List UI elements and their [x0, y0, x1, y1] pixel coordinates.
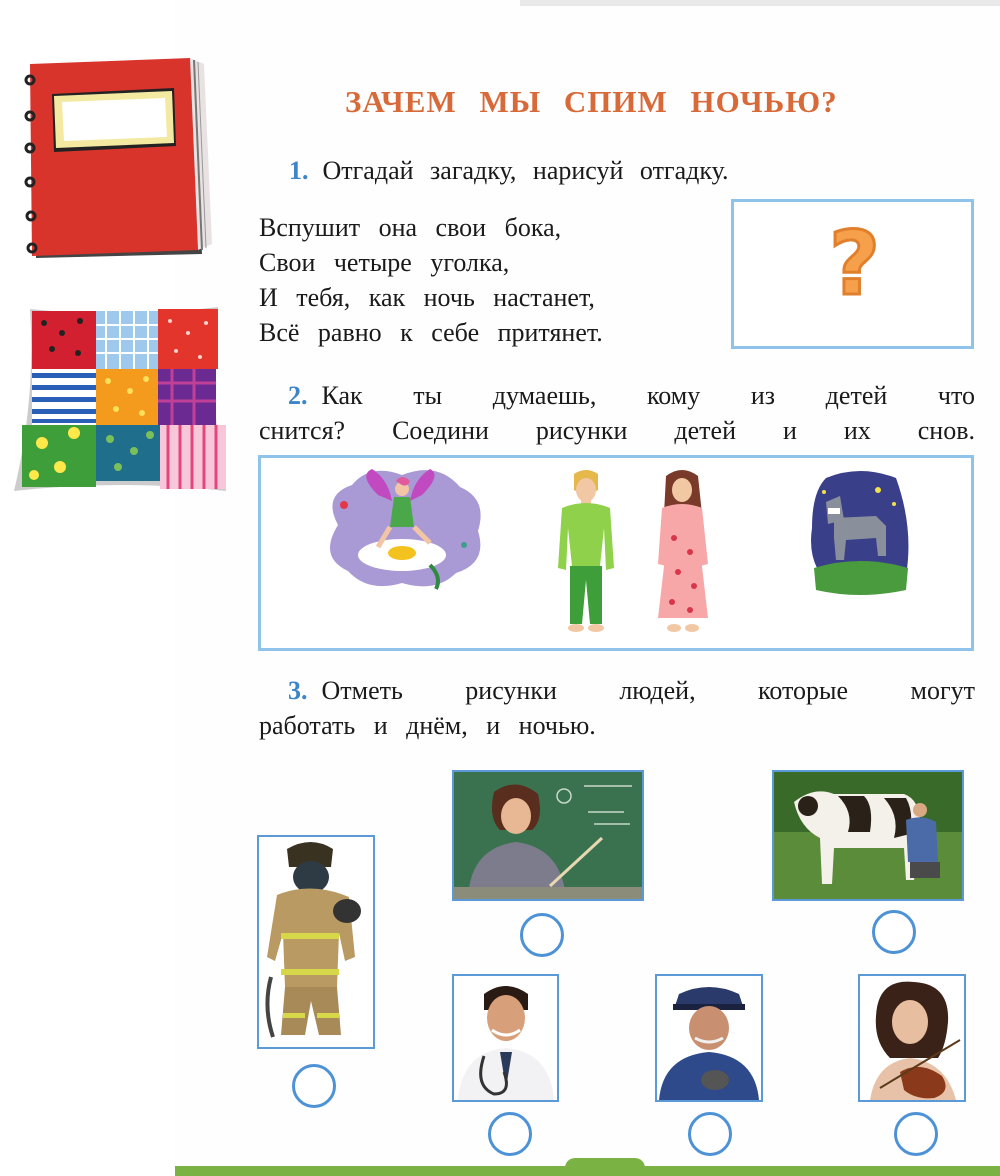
railway-worker-photo [655, 974, 763, 1102]
notebook-icon [22, 58, 222, 264]
top-edge-line [520, 0, 1000, 6]
task-3-number: 3. [288, 676, 308, 705]
teacher-photo [452, 770, 644, 901]
fairy-dream-image[interactable] [318, 465, 488, 593]
riddle-line: И тебя, как ночь настанет, [259, 283, 595, 312]
task-2-line-1: Как ты думаешь, кому из детей что [321, 381, 975, 410]
checkbox-circle-railway-worker[interactable] [688, 1112, 732, 1156]
checkbox-circle-teacher[interactable] [520, 913, 564, 957]
task-2-line-2: снится? Соедини рисунки детей и их снов. [259, 416, 975, 445]
riddle-line: Всё равно к себе притянет. [259, 318, 603, 347]
riddle-text [259, 210, 603, 350]
boy-in-pajamas-image[interactable] [552, 468, 620, 636]
doctor-photo [452, 974, 559, 1102]
riddle-answer-drawing-box[interactable] [731, 199, 974, 349]
task-3-line-2: работать и днём, и ночью. [259, 711, 596, 740]
firefighter-photo [257, 835, 375, 1049]
task-1-number: 1. [289, 156, 309, 185]
riddle-line: Свои четыре уголка, [259, 248, 510, 277]
girl-in-nightgown-image[interactable] [650, 468, 716, 636]
violinist-photo [858, 974, 966, 1102]
task-1-text: Отгадай загадку, нарисуй отгадку. [322, 156, 729, 185]
question-mark-icon: ? [829, 212, 881, 315]
riddle-line: Вспушит она свои бока, [259, 213, 562, 242]
footer-page-tab [565, 1158, 645, 1176]
checkbox-circle-doctor[interactable] [488, 1112, 532, 1156]
horse-dream-image[interactable] [806, 468, 914, 598]
task-2-number: 2. [288, 381, 308, 410]
task-3-line-1: Отметь рисунки людей, которые могут [321, 676, 975, 705]
farmer-with-cow-photo [772, 770, 964, 901]
checkbox-circle-farmer[interactable] [872, 910, 916, 954]
task-1 [289, 153, 729, 188]
pillow-icon [12, 305, 230, 493]
checkbox-circle-firefighter[interactable] [292, 1064, 336, 1108]
task-2 [259, 378, 975, 448]
page-title: ЗАЧЕМ МЫ СПИМ НОЧЬЮ? [345, 84, 838, 119]
task-3 [259, 673, 975, 743]
checkbox-circle-violinist[interactable] [894, 1112, 938, 1156]
